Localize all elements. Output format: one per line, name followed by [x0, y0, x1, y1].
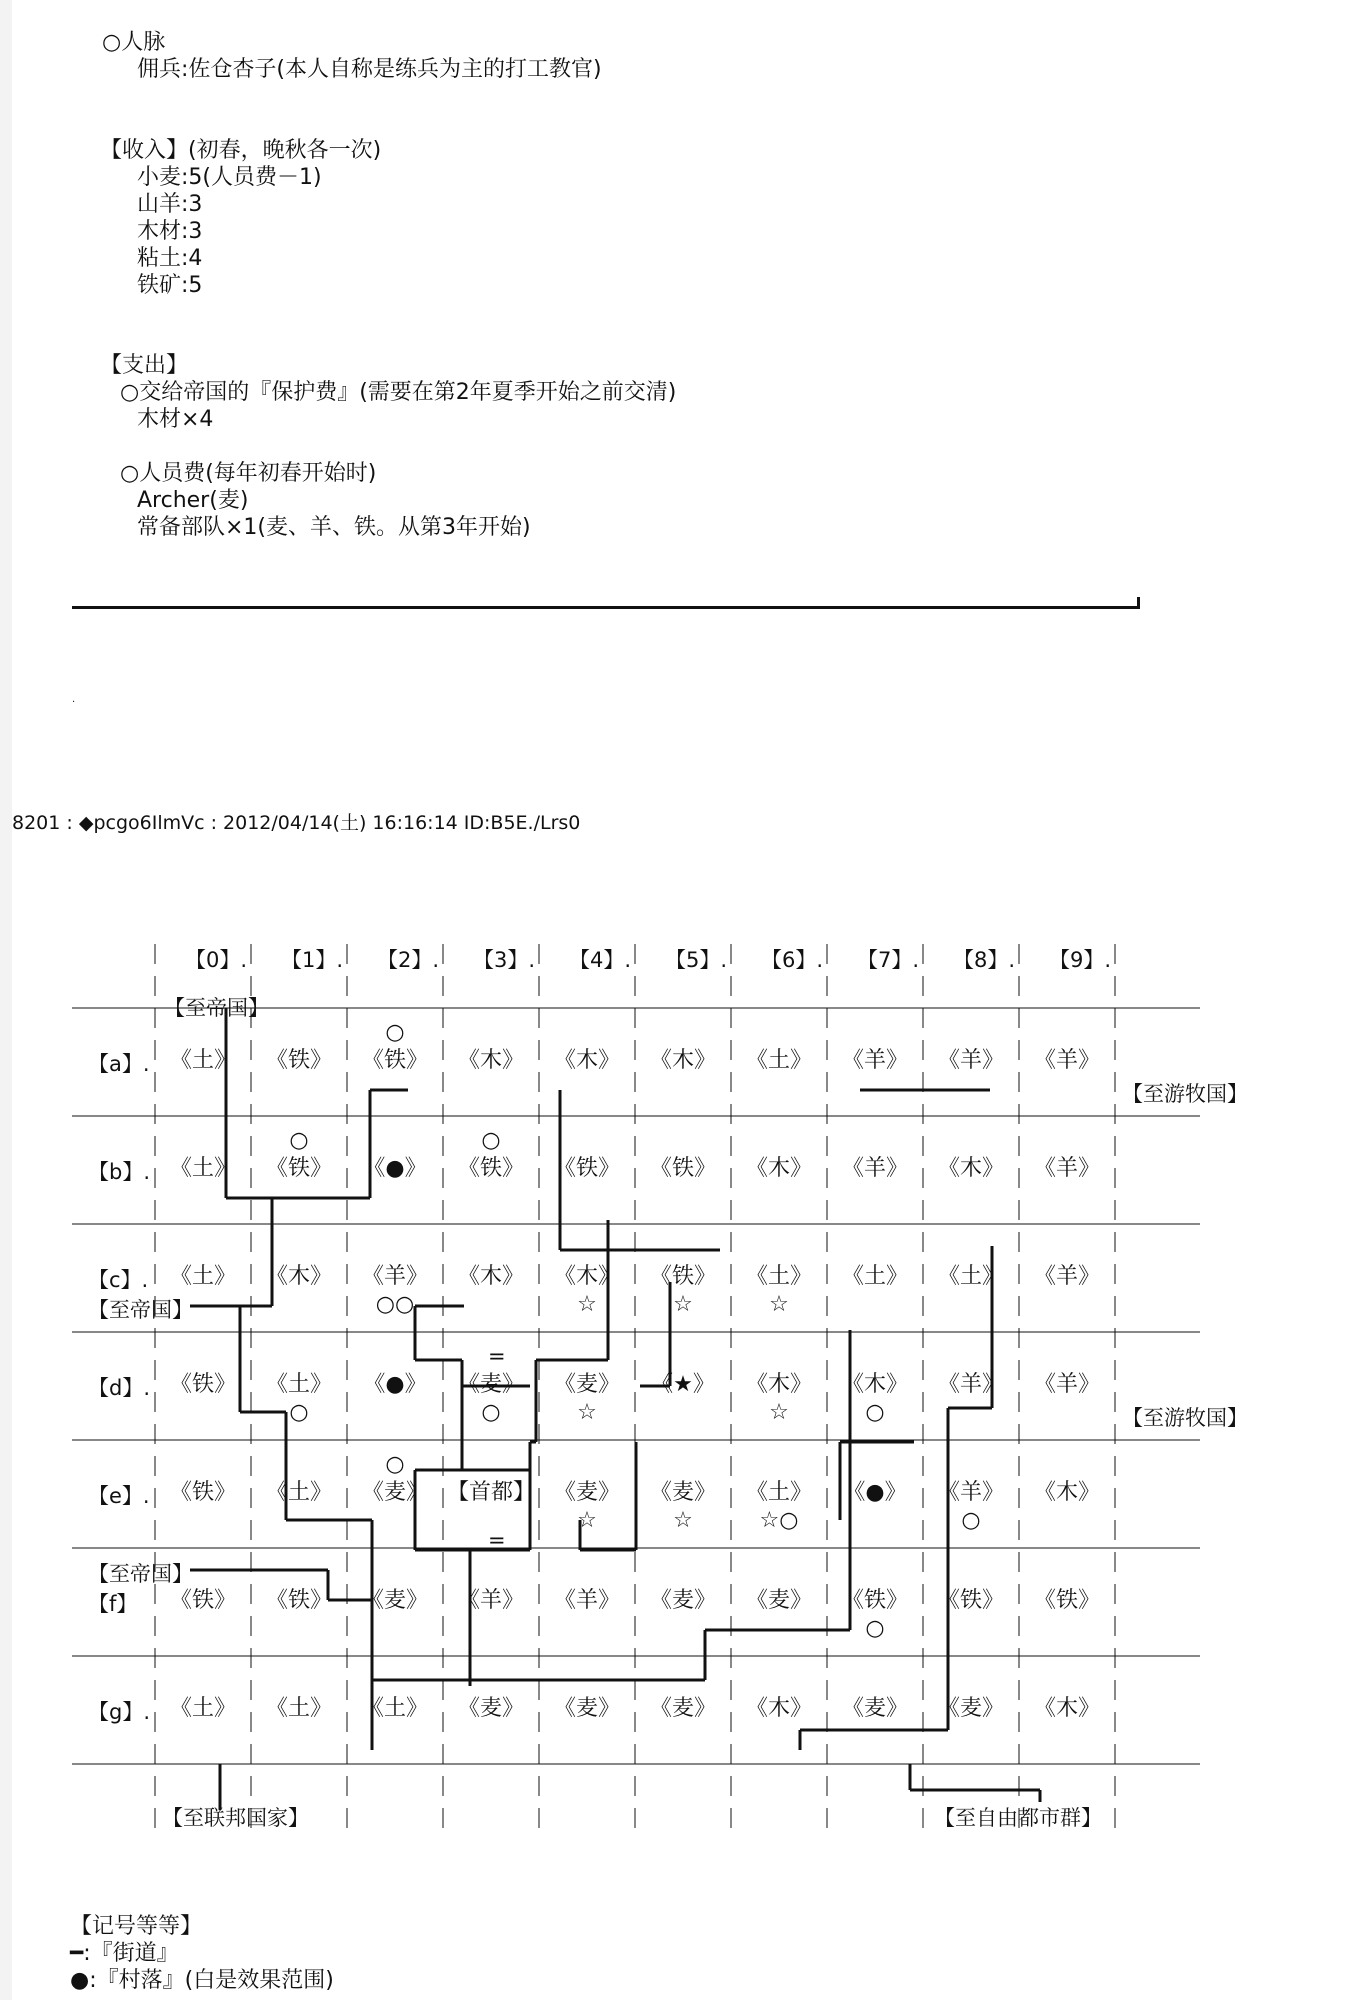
legend-road: ━:『街道』 — [70, 1941, 179, 1966]
capital-gate-mark: = — [488, 1528, 506, 1552]
map-cell: 《●》 — [363, 1156, 427, 1181]
protection-amount: 木材×4 — [137, 407, 214, 432]
map-cell: 《麦》 — [841, 1696, 908, 1721]
row-label: 【g】. — [88, 1700, 151, 1724]
cell-mark: ○ — [865, 1616, 885, 1641]
section-divider — [72, 606, 1140, 609]
column-header: 【1】. — [281, 948, 344, 972]
map-cell: 《铁》 — [649, 1264, 716, 1289]
map-cell: 《麦》 — [361, 1480, 428, 1505]
cell-mark: ○ — [961, 1508, 981, 1533]
column-header: 【6】. — [761, 948, 824, 972]
map-cell: 《木》 — [265, 1264, 332, 1289]
map-cell: 《铁》 — [265, 1156, 332, 1181]
column-header: 【7】. — [857, 948, 920, 972]
map-cell: 《土》 — [169, 1156, 236, 1181]
income-item: 木材:3 — [137, 219, 203, 244]
map-cell: 《麦》 — [553, 1696, 620, 1721]
income-item: 山羊:3 — [137, 192, 203, 217]
map-cell: 《木》 — [457, 1264, 524, 1289]
personnel-item: Archer(麦) — [137, 488, 249, 513]
map-exit-label: 【至联邦国家】 — [162, 1806, 309, 1830]
map-cell: 《土》 — [265, 1696, 332, 1721]
map-cell: 《土》 — [361, 1696, 428, 1721]
map-cell: 《羊》 — [361, 1264, 428, 1289]
map-cell: 《土》 — [169, 1048, 236, 1073]
cell-mark: ☆ — [577, 1400, 597, 1425]
map-cell: 《土》 — [841, 1264, 908, 1289]
map-cell: 《铁》 — [169, 1588, 236, 1613]
map-cell: 《羊》 — [553, 1588, 620, 1613]
map-cell: 《铁》 — [265, 1048, 332, 1073]
map-cell: 《铁》 — [265, 1588, 332, 1613]
protection-fee-line: ○交给帝国的『保护费』(需要在第2年夏季开始之前交清) — [120, 380, 677, 405]
map-cell: 《●》 — [363, 1372, 427, 1397]
cell-mark: ○ — [481, 1128, 501, 1153]
map-cell: 《土》 — [745, 1264, 812, 1289]
map-cell: 《木》 — [745, 1156, 812, 1181]
mercenary-line: 佣兵:佐仓杏子(本人自称是练兵为主的打工教官) — [137, 57, 602, 82]
map-cell: 《土》 — [745, 1048, 812, 1073]
map-cell: 《土》 — [265, 1480, 332, 1505]
column-header: 【5】. — [665, 948, 728, 972]
capital-gate-mark: = — [488, 1344, 506, 1368]
map-cell: 《木》 — [1033, 1480, 1100, 1505]
map-cell: 《羊》 — [937, 1480, 1004, 1505]
map-cell: 《麦》 — [553, 1480, 620, 1505]
map-cell: 《铁》 — [169, 1372, 236, 1397]
map-cell: 《土》 — [169, 1696, 236, 1721]
map-exit-label: 【至自由都市群】 — [934, 1806, 1102, 1830]
map-cell: 【首都】 — [446, 1480, 535, 1505]
map-cell: 《木》 — [841, 1372, 908, 1397]
map-cell: 《铁》 — [169, 1480, 236, 1505]
map-exit-label: 【至帝国】 — [88, 1562, 193, 1586]
map-cell: 《木》 — [745, 1696, 812, 1721]
row-label: 【a】. — [88, 1052, 150, 1076]
map-cell: 《土》 — [169, 1264, 236, 1289]
map-cell: 《羊》 — [457, 1588, 524, 1613]
cell-mark: ○ — [865, 1400, 885, 1425]
income-item: 铁矿:5 — [137, 273, 203, 298]
legend-village: ●:『村落』(白是效果范围) — [70, 1968, 334, 1993]
cell-mark: ○ — [289, 1128, 309, 1153]
map-cell: 《羊》 — [841, 1156, 908, 1181]
legend-title: 【记号等等】 — [70, 1914, 203, 1939]
map-cell: 《羊》 — [841, 1048, 908, 1073]
row-label: 【e】. — [88, 1484, 150, 1508]
income-item: 小麦:5(人员费－1) — [137, 165, 322, 190]
map-cell: 《铁》 — [457, 1156, 524, 1181]
expense-title: 【支出】 — [100, 353, 189, 378]
map-cell: 《铁》 — [841, 1588, 908, 1613]
row-label: 【b】. — [88, 1160, 151, 1184]
map-cell: 《铁》 — [649, 1156, 716, 1181]
cell-mark: ○ — [385, 1452, 405, 1477]
map-cell: 《羊》 — [937, 1372, 1004, 1397]
income-item: 粘土:4 — [137, 246, 203, 271]
personnel-title: ○人员费(每年初春开始时) — [120, 461, 377, 486]
column-header: 【2】. — [377, 948, 440, 972]
post-header: 8201 : ◆pcgo6IlmVc : 2012/04/14(土) 16:16:14 ID:B5E./Lrs0 — [12, 812, 581, 834]
cell-mark: ☆ — [769, 1292, 789, 1317]
income-title: 【收入】(初春，晚秋各一次) — [100, 138, 382, 163]
map-cell: 《麦》 — [457, 1696, 524, 1721]
column-header: 【0】. — [185, 948, 248, 972]
left-margin-strip — [0, 0, 12, 2000]
cell-mark: ☆ — [577, 1292, 597, 1317]
row-label: 【f】 — [88, 1592, 138, 1616]
map-cell: 《麦》 — [361, 1588, 428, 1613]
map-cell: 《羊》 — [1033, 1048, 1100, 1073]
map-cell: 《木》 — [457, 1048, 524, 1073]
map-cell: 《木》 — [553, 1048, 620, 1073]
map-cell: 《★》 — [651, 1372, 715, 1397]
map-cell: 《木》 — [1033, 1696, 1100, 1721]
map-cell: 《铁》 — [553, 1156, 620, 1181]
section-divider-end — [1137, 597, 1140, 609]
map-cell: 《麦》 — [457, 1372, 524, 1397]
map-cell: 《麦》 — [553, 1372, 620, 1397]
stray-dot: . — [72, 694, 76, 705]
map-exit-label: 【至游牧国】 — [1122, 1082, 1248, 1106]
row-label: 【c】. — [88, 1268, 149, 1292]
map-cell: 《木》 — [937, 1156, 1004, 1181]
map-cell: 《铁》 — [1033, 1588, 1100, 1613]
column-header: 【4】. — [569, 948, 632, 972]
map-cell: 《麦》 — [745, 1588, 812, 1613]
column-header: 【9】. — [1049, 948, 1112, 972]
map-cell: 《土》 — [937, 1264, 1004, 1289]
map-cell: 《羊》 — [1033, 1264, 1100, 1289]
map-cell: 《羊》 — [937, 1048, 1004, 1073]
map-cell: 《木》 — [745, 1372, 812, 1397]
cell-mark: ○ — [385, 1020, 405, 1045]
cell-mark: ☆ — [577, 1508, 597, 1533]
map-exit-label: 【至游牧国】 — [1122, 1406, 1248, 1430]
map-cell: 《羊》 — [1033, 1156, 1100, 1181]
column-header: 【3】. — [473, 948, 536, 972]
map-exit-label: 【至帝国】 — [164, 996, 269, 1020]
map-exit-label: 【至帝国】 — [88, 1298, 193, 1322]
map-cell: 《麦》 — [649, 1588, 716, 1613]
map-cell: 《铁》 — [937, 1588, 1004, 1613]
cell-mark: ○○ — [375, 1292, 415, 1317]
map-cell: 《羊》 — [1033, 1372, 1100, 1397]
map-cell: 《●》 — [843, 1480, 907, 1505]
map-cell: 《麦》 — [649, 1480, 716, 1505]
map-cell: 《木》 — [553, 1264, 620, 1289]
map-cell: 《木》 — [649, 1048, 716, 1073]
relations-title: ○人脉 — [102, 30, 166, 55]
cell-mark: ☆○ — [759, 1508, 799, 1533]
row-label: 【d】. — [88, 1376, 151, 1400]
map-cell: 《土》 — [265, 1372, 332, 1397]
map-cell: 《麦》 — [937, 1696, 1004, 1721]
cell-mark: ○ — [289, 1400, 309, 1425]
cell-mark: ○ — [481, 1400, 501, 1425]
cell-mark: ☆ — [769, 1400, 789, 1425]
cell-mark: ☆ — [673, 1292, 693, 1317]
map-cell: 《铁》 — [361, 1048, 428, 1073]
cell-mark: ☆ — [673, 1508, 693, 1533]
column-header: 【8】. — [953, 948, 1016, 972]
map-cell: 《麦》 — [649, 1696, 716, 1721]
map-cell: 《土》 — [745, 1480, 812, 1505]
personnel-item: 常备部队×1(麦、羊、铁。从第3年开始) — [137, 515, 531, 540]
